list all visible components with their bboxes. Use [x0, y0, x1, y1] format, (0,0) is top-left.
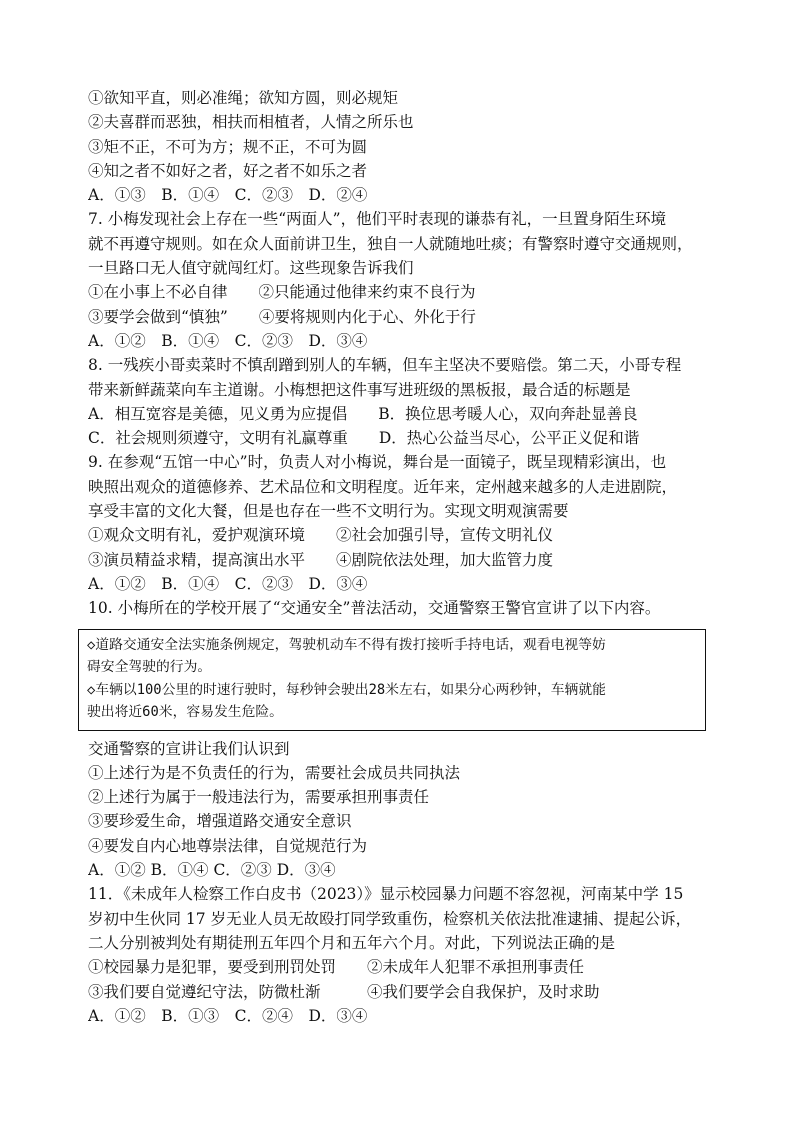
- q7-stem-2: 就不再遵守规则。如在众人面前讲卫生，独自一人就随地吐痰；有警察时遵守交通规则，: [88, 234, 693, 253]
- q9-stem-1: 9. 在参观“五馆一中心”时，负责人对小梅说，舞台是一面镜子，既呈现精彩演出，也: [88, 453, 667, 472]
- question-10: [88, 596, 718, 882]
- q7-item-row-1: ①在小事上不必自律 ②只能通过他律来约束不良行为: [88, 283, 476, 302]
- q10-box-line-2: 碍安全驾驶的行为。: [87, 659, 212, 676]
- q6-item-2: ②夫喜群而恶独，相扶而相植者，人情之所乐也: [88, 113, 414, 132]
- q10-box-line-3: ◇车辆以100公里的时速行驶时，每秒钟会驶出28米左右，如果分心两秒钟，车辆就能: [87, 681, 606, 698]
- q10-lead: 交通警察的宣讲让我们认识到: [88, 739, 290, 758]
- q9-stem-2: 映照出观众的道德修养、艺术品位和文明程度。近年来，定州越来越多的人走进剧院，: [88, 477, 678, 496]
- question-6-items: [88, 86, 718, 207]
- question-8: [88, 353, 718, 450]
- q11-stem-1: 11．《未成年人检察工作白皮书（2023）》显示校园暴力问题不容忽视，河南某中学 15: [88, 885, 684, 904]
- q10-item-3: ③要珍爱生命，增强道路交通安全意识: [88, 812, 352, 831]
- q8-stem-1: 8. 一残疾小哥卖菜时不慎刮蹭到别人的车辆，但车主坚决不要赔偿。第二天，小哥专程: [88, 356, 682, 375]
- q7-item-row-2: ③要学会做到“慎独” ④要将规则内化于心、外化于行: [88, 307, 476, 326]
- q6-item-3: ③矩不正，不可为方；规不正，不可为圆: [88, 137, 368, 156]
- q8-options-row-1: A．相互宽容是美德，见义勇为应提倡 B．换位思考暖人心，双向奔赴显善良: [88, 404, 638, 423]
- q8-stem-2: 带来新鲜蔬菜向车主道谢。小梅想把这件事写进班级的黑板报，最合适的标题是: [88, 380, 631, 399]
- q8-options-row-2: C．社会规则须遵守，文明有礼赢尊重 D．热心公益当尽心，公平正义促和谐: [88, 429, 640, 448]
- q11-stem-2: 岁初中生伙同 17 岁无业人员无故殴打同学致重伤，检察机关依法批准逮捕、提起公诉，: [88, 909, 692, 928]
- question-7: [88, 207, 718, 353]
- q10-box-line-4: 驶出将近60米，容易发生危险。: [87, 704, 283, 721]
- q10-material-box: [78, 629, 706, 731]
- q10-item-1: ①上述行为是不负责任的行为，需要社会成员共同执法: [88, 763, 461, 782]
- q10-box-line-1: ◇道路交通安全法实施条例规定，驾驶机动车不得有拨打接听手持电话，观看电视等妨: [87, 636, 606, 653]
- q6-options: A．①③ B．①④ C．②③ D．②④: [88, 186, 368, 205]
- q6-item-4: ④知之者不如好之者，好之者不如乐之者: [88, 161, 368, 180]
- q9-item-row-2: ③演员精益求精，提高演出水平 ④剧院依法处理，加大监管力度: [88, 550, 554, 569]
- q11-item-row-1: ①校园暴力是犯罪，要受到刑罚处罚 ②未成年人犯罪不承担刑事责任: [88, 958, 585, 977]
- q11-stem-3: 二人分别被判处有期徒刑五年四个月和五年六个月。对此，下列说法正确的是: [88, 933, 616, 952]
- q9-item-row-1: ①观众文明有礼，爱护观演环境 ②社会加强引导，宣传文明礼仪: [88, 526, 554, 545]
- question-11: [88, 882, 718, 1028]
- q10-options: A．①② B．①④ C．②③ D．③④: [88, 861, 336, 880]
- q9-stem-3: 享受丰富的文化大餐，但是也存在一些不文明行为。实现文明观演需要: [88, 502, 569, 521]
- exam-content: [88, 86, 718, 1028]
- q11-item-row-2: ③我们要自觉遵纪守法，防微杜渐 ④我们要学会自我保护，及时求助: [88, 982, 600, 1001]
- q7-stem-1: 7. 小梅发现社会上存在一些“两面人”，他们平时表现的谦恭有礼，一旦置身陌生环境: [88, 210, 667, 229]
- q6-item-1: ①欲知平直，则必准绳；欲知方圆，则必规矩: [88, 89, 399, 107]
- q10-item-2: ②上述行为属于一般违法行为，需要承担刑事责任: [88, 788, 430, 807]
- question-9: [88, 450, 718, 596]
- q7-stem-3: 一旦路口无人值守就闯红灯。这些现象告诉我们: [88, 259, 414, 278]
- q9-options: A．①② B．①④ C．②③ D．③④: [88, 574, 368, 593]
- q11-options: A．①② B．①③ C．②④ D．③④: [88, 1006, 368, 1025]
- q10-stem: 10. 小梅所在的学校开展了“交通安全”普法活动，交通警察王警官宣讲了以下内容。: [88, 599, 661, 618]
- q10-item-4: ④要发自内心地尊崇法律，自觉规范行为: [88, 836, 368, 855]
- q7-options: A．①② B．①④ C．②③ D．③④: [88, 331, 368, 350]
